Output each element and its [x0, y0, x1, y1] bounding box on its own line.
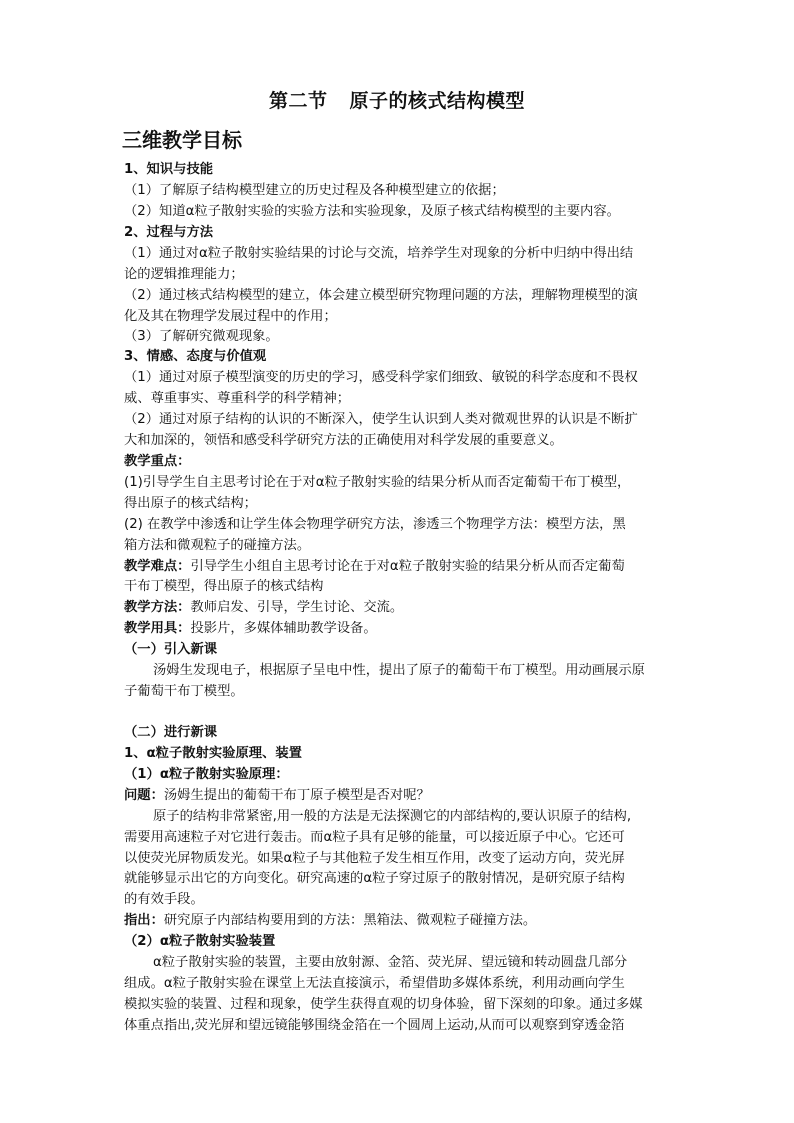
paragraph-line: 以使荧光屏物质发光。如果α粒子与其他粒子发生相互作用，改变了运动方向，荧光屏: [124, 851, 625, 866]
paragraph-line: （3）了解研究微观现象。: [124, 329, 279, 344]
paragraph-line: 论的逻辑推理能力；: [124, 267, 244, 282]
difficulty-text: 引导学生小组自主思考讨论在于对α粒子散射实验的结果分析从而否定葡萄: [190, 559, 625, 574]
paragraph-line: （1）了解原子结构模型建立的历史过程及各种模型建立的依据；: [124, 183, 505, 198]
paragraph-line: 的有效手段。: [124, 892, 204, 907]
paragraph-line: 箱方法和微观粒子的碰撞方法。: [124, 538, 311, 553]
paragraph-line: (2) 在教学中渗透和让学生体会物理学研究方法，渗透三个物理学方法：模型方法，黑: [124, 517, 626, 532]
paragraph-line: 威、尊重事实、尊重科学的科学精神；: [124, 391, 351, 406]
subheading-intro: （一）引入新课: [124, 642, 218, 657]
question-label: 问题：: [124, 788, 164, 803]
paragraph-line: 子葡萄干布丁模型。: [124, 684, 244, 699]
method-label: 教学方法：: [124, 600, 191, 615]
paragraph-line: 体重点指出,荧光屏和望远镜能够围绕金箔在一个圆周上运动,从而可以观察到穿透金箔: [124, 1018, 625, 1033]
paragraph-line: (1)引导学生自主思考讨论在于对α粒子散射实验的结果分析从而否定葡萄干布丁模型，: [124, 475, 631, 490]
paragraph-line: （2）知道α粒子散射实验的实验方法和实验现象，及原子核式结构模型的主要内容。: [124, 204, 620, 219]
paragraph-line: 大和加深的，领悟和感受科学研究方法的正确使用对科学发展的重要意义。: [124, 433, 563, 448]
section-number: 第二节: [268, 90, 328, 112]
paragraph-line: （2）通过对原子结构的认识的不断深入，使学生认识到人类对微观世界的认识是不断扩: [124, 412, 638, 427]
point-out-line: [124, 911, 536, 931]
question-line: [124, 786, 430, 806]
subheading-values: 3、情感、态度与价值观: [124, 349, 267, 364]
paragraph-line: （1）通过对α粒子散射实验结果的讨论与交流，培养学生对现象的分析中归纳中得出结: [124, 246, 634, 261]
subheading-key-points: 教学重点：: [124, 454, 191, 469]
difficulty-label: 教学难点：: [124, 559, 191, 574]
tools-label: 教学用具：: [124, 621, 191, 636]
paragraph-line: 汤姆生发现电子，根据原子呈电中性，提出了原子的葡萄干布丁模型。用动画展示原: [153, 663, 645, 678]
subheading-principle-device: 1、α粒子散射实验原理、装置: [124, 746, 302, 761]
paragraph-line: 需要用高速粒子对它进行轰击。而α粒子具有足够的能量，可以接近原子中心。它还可: [124, 830, 625, 845]
paragraph-line: 就能够显示出它的方向变化。研究高速的α粒子穿过原子的散射情况，是研究原子结构: [124, 871, 625, 886]
subheading-principle: （1）α粒子散射实验原理：: [124, 767, 289, 782]
method-line: [124, 598, 403, 618]
point-out-text: 研究原子内部结构要用到的方法：黑箱法、微观粒子碰撞方法。: [163, 913, 537, 928]
section-title: 原子的核式结构模型: [349, 90, 526, 112]
paragraph-line: 原子的结构非常紧密,用一般的方法是无法探测它的内部结构的,要认识原子的结构,: [153, 809, 632, 824]
paragraph-line: 化及其在物理学发展过程中的作用；: [124, 309, 337, 324]
paragraph-line: 模拟实验的装置、过程和现象，使学生获得直观的切身体验，留下深刻的印象。通过多媒: [124, 997, 643, 1012]
paragraph-line: （2）通过核式结构模型的建立，体会建立模型研究物理问题的方法，理解物理模型的演: [124, 288, 638, 303]
point-out-label: 指出：: [124, 913, 164, 928]
method-text: 教师启发、引导，学生讨论、交流。: [190, 600, 404, 615]
subheading-knowledge: 1、知识与技能: [124, 162, 214, 177]
paragraph-line: 组成。α粒子散射实验在课堂上无法直接演示，希望借助多媒体系统，利用动画向学生: [124, 976, 625, 991]
paragraph-line: 得出原子的核式结构；: [124, 496, 257, 511]
subheading-new-lesson: （二）进行新课: [124, 725, 218, 740]
subheading-process: 2、过程与方法: [124, 225, 214, 240]
difficulty-line: [124, 557, 625, 577]
paragraph-line: （1）通过对原子模型演变的历史的学习，感受科学家们细致、敏锐的科学态度和不畏权: [124, 370, 638, 385]
paragraph-line: α粒子散射实验的装置，主要由放射源、金箔、荧光屏、望远镜和转动圆盘几部分: [153, 955, 628, 970]
section-heading: 三维教学目标: [122, 128, 242, 152]
tools-text: 投影片，多媒体辅助教学设备。: [190, 621, 377, 636]
paragraph-line: 干布丁模型，得出原子的核式结构: [124, 579, 324, 594]
page-title: [0, 86, 794, 113]
subheading-device: （2）α粒子散射实验装置: [124, 934, 276, 949]
question-text: 汤姆生提出的葡萄干布丁原子模型是否对呢？: [163, 788, 430, 803]
tools-line: [124, 619, 377, 639]
